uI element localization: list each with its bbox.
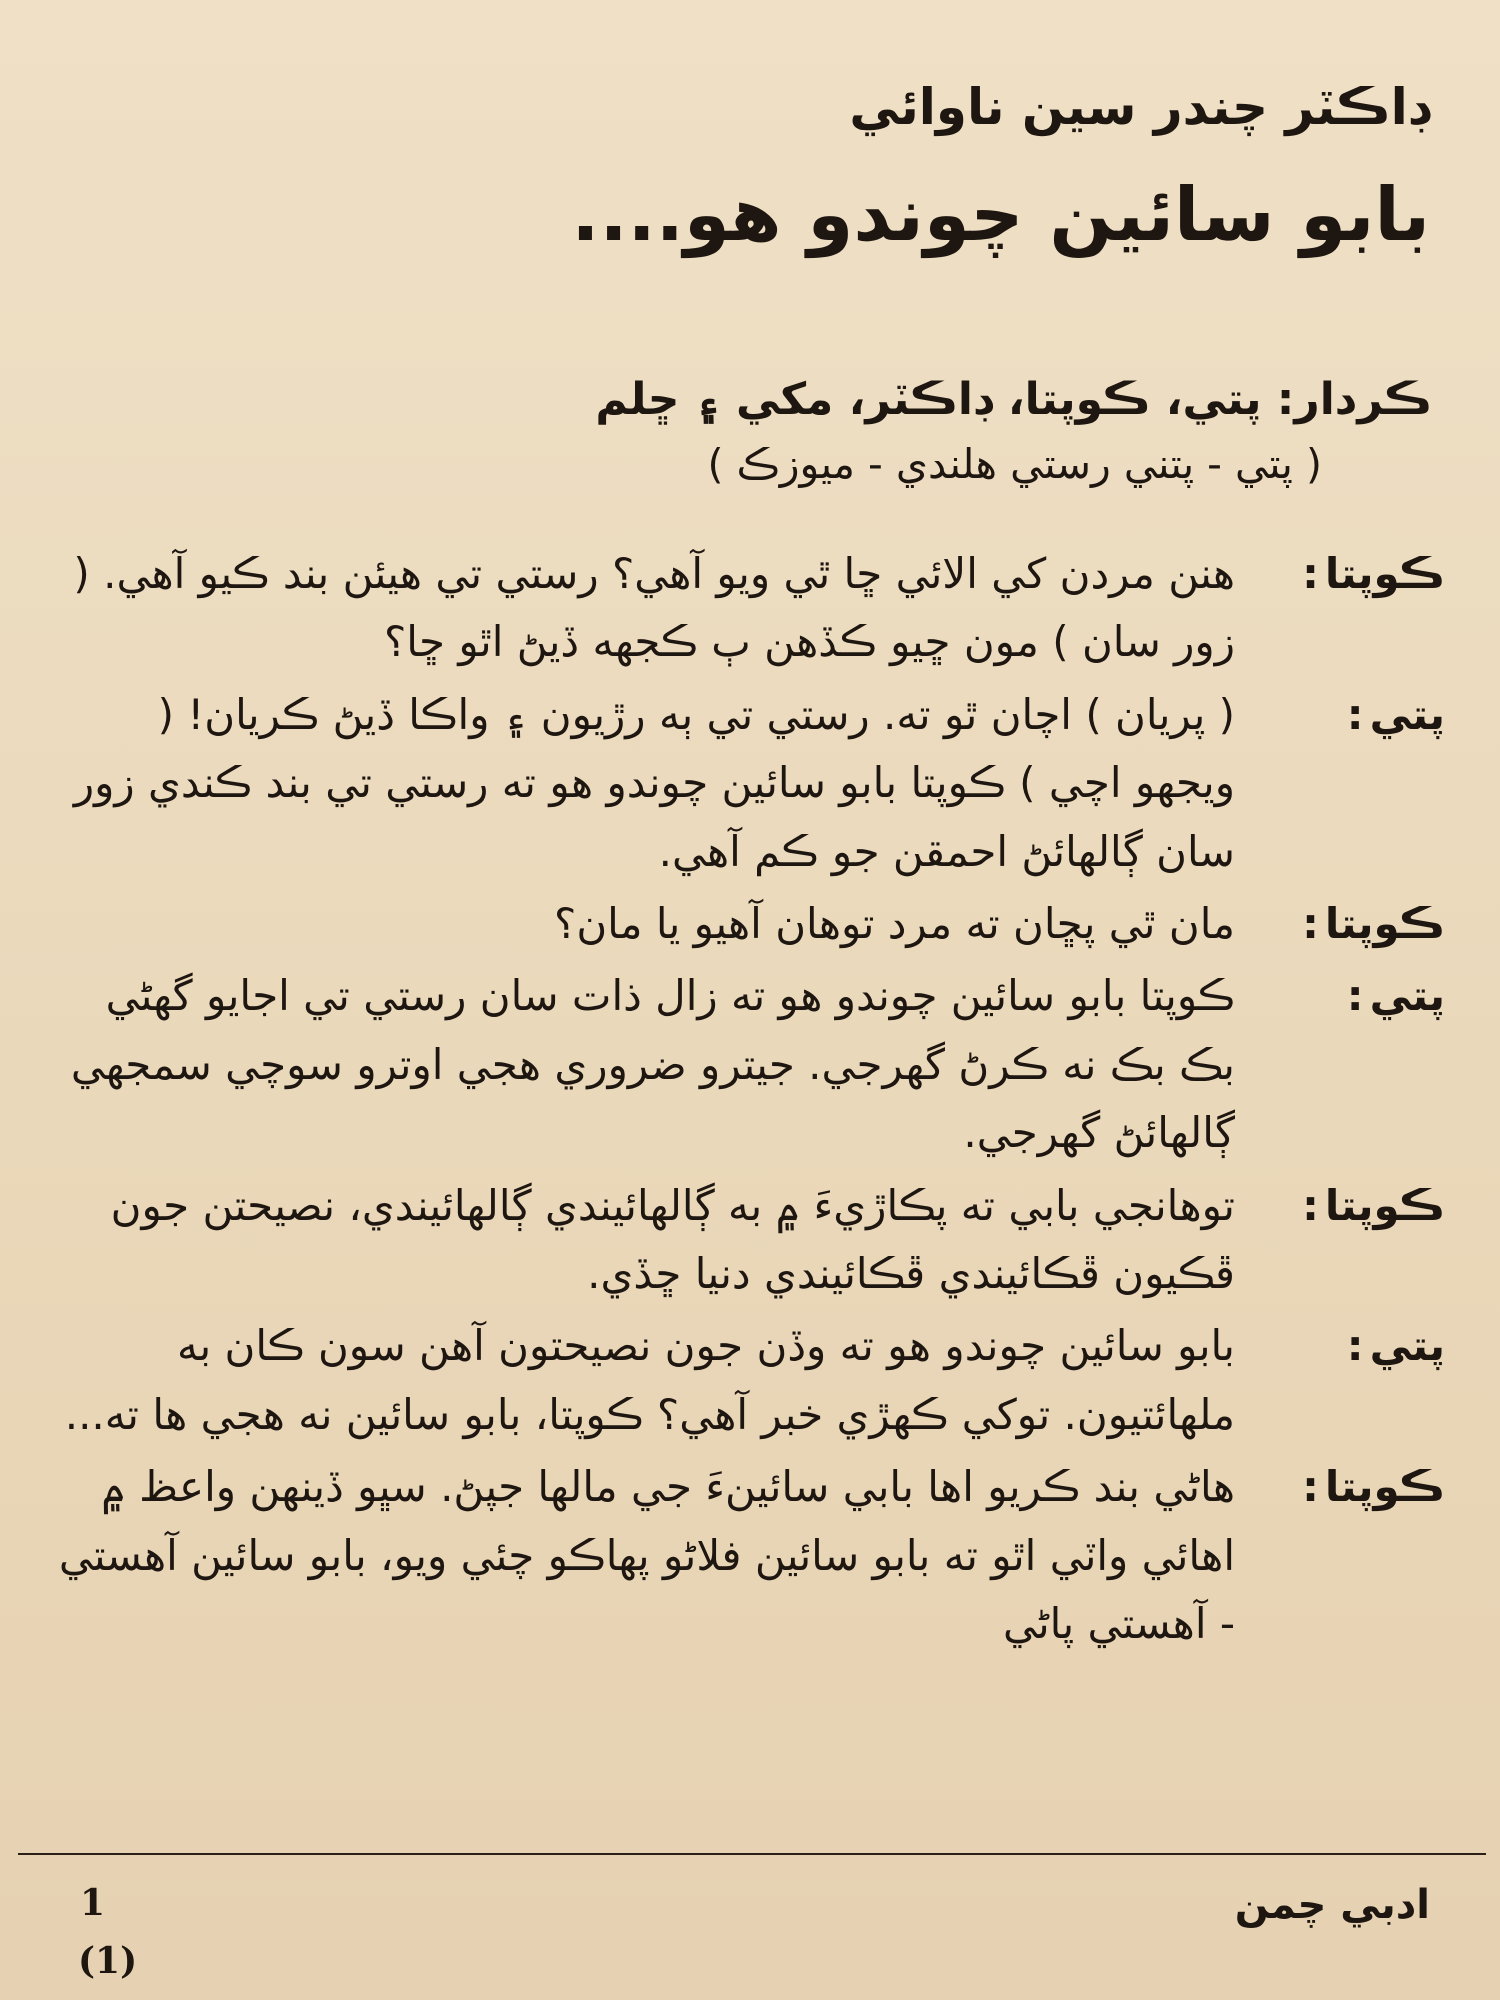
dialogue-text: هنن مردن کي الائي ڇا ٿي ويو آهي؟ رستي تي هيئن بند ڪيو آهي. ( زور سان ) مون ڇيو ڪڏهن ٻ ڪجهه ڏيڻ اٿو ڇا؟ xyxy=(73,549,1235,667)
speaker-name: ڪوپتا: xyxy=(1302,899,1445,949)
dialogue-text: توهانجي بابي ته پڪاڙيءَ ۾ به ڳالهائيندي ڳالهائيندي، نصيحتن جون ڦڪيون ڦڪائيندي ڦڪائيندي دنيا ڇڏي. xyxy=(110,1180,1235,1299)
speaker-name: پتي: xyxy=(1346,689,1445,739)
page-number-parenthetical: (1) xyxy=(78,1940,138,1982)
page-number: 1 xyxy=(80,1882,106,1924)
speaker-name: پتي: xyxy=(1346,971,1445,1021)
journal-name: ادبي چمن xyxy=(1234,1882,1430,1928)
author-name: ڊاڪٽر چندر سين ناوائي xyxy=(849,78,1430,136)
cast-list xyxy=(52,368,1432,496)
dialogue-line xyxy=(45,1453,1445,1658)
speaker-name: ڪوپتا: xyxy=(1302,1462,1445,1512)
stage-direction: ( پتي - پتني رستي هلندي - ميوزڪ ) xyxy=(707,440,1322,488)
dialogue-text: ( پريان ) اچان ٿو ته. رستي تي ٻه رڙيون ۽ واڪا ڏيڻ ڪريان! ( ويجهو اچي ) ڪوپتا بابو سائين چوندو هو ته رستي تي بند ڪندي زور سان ڳالهائڻ احمقن جو ڪم آهي. xyxy=(73,689,1235,876)
speaker-name: ڪوپتا: xyxy=(1302,549,1445,598)
speaker-name: پتي: xyxy=(1346,1321,1445,1371)
dialogue-block xyxy=(45,540,1445,1663)
footer-divider xyxy=(18,1853,1486,1855)
dialogue-line xyxy=(45,540,1445,677)
dialogue-line xyxy=(45,962,1445,1167)
dialogue-line xyxy=(45,890,1445,958)
dialogue-text: ڪوپتا بابو سائين چوندو هو ته زال ذات سان رستي تي اجايو گهڻي بڪ بڪ نه ڪرڻ گهرجي. جيترو ضروري هجي اوترو سوچي سمجهي ڳالهائڻ گهرجي. xyxy=(70,971,1235,1158)
dialogue-line xyxy=(45,681,1445,886)
cast-heading: ڪردار: پتي، ڪوپتا، ڊاڪٽر، مکي ۽ ڇلم xyxy=(595,374,1432,425)
dialogue-text: بابو سائين چوندو هو ته وڏن جون نصيحتون آهن سون ڪان به ملهائتيون. توکي ڪهڙي خبر آهي؟ ڪوپتا، بابو سائين نه هجي ها ته... xyxy=(64,1321,1235,1439)
play-title: بابو سائين چوندو هو.... xyxy=(571,172,1430,258)
speaker-name: ڪوپتا: xyxy=(1302,1180,1445,1230)
dialogue-line xyxy=(45,1312,1445,1449)
dialogue-text: هاڻي بند ڪريو اها بابي سائينءَ جي مالها جپڻ. سڀو ڏينهن واعظ ۾ اهائي واٽي اٿو ته بابو سائين فلاڻو پهاڪو چئي ويو، بابو سائين آهستي - آهستي پاڻي xyxy=(58,1462,1235,1649)
dialogue-text: مان ٿي پڇان ته مرد توهان آهيو يا مان؟ xyxy=(554,899,1235,949)
dialogue-line xyxy=(45,1172,1445,1309)
